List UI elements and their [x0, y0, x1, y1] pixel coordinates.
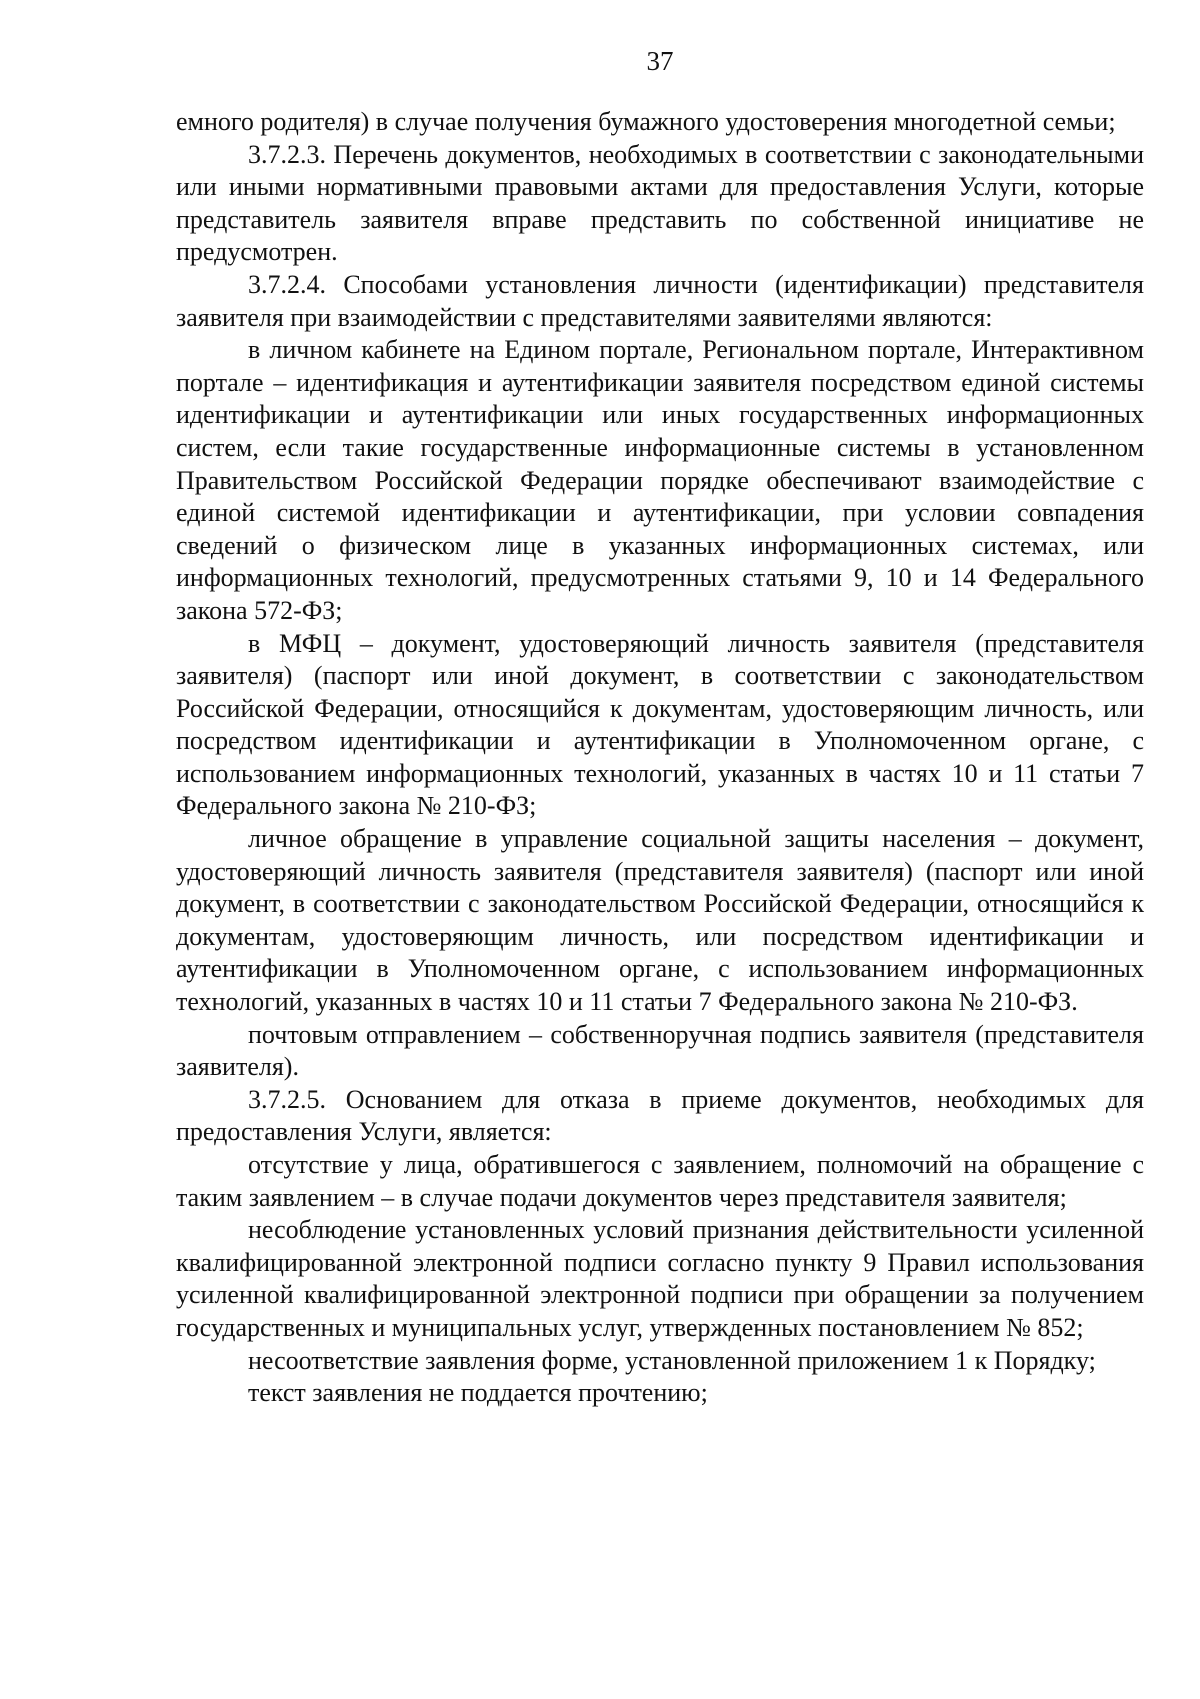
document-body [176, 106, 1144, 1410]
paragraph-3-7-2-3: 3.7.2.3. Перечень документов, необходимых в соответствии с законодательными или иными нормативными правовыми актами для предоставления Услуги, которые представитель заявителя вправе представить по собственной инициативе не предусмотрен. [176, 139, 1144, 267]
paragraph-personal-visit: личное обращение в управление социальной защиты населения – документ, удостоверяющий личность заявителя (представителя заявителя) (паспорт или иной документ, в соответствии с законодательством Российской Федерации, относящийся к документам, удостоверяющим личность, или посредством идентификации и аутентификации в Уполномоченном органе, с использованием информационных технологий, указанных в частях 10 и 11 статьи 7 Федерального закона № 210-ФЗ. [176, 824, 1144, 1017]
paragraph-3-7-2-4: 3.7.2.4. Способами установления личности (идентификации) представителя заявителя при взаимодействии с представителями заявителями являются: [176, 269, 1144, 332]
paragraph-mfc: в МФЦ – документ, удостоверяющий личность заявителя (представителя заявителя) (паспорт или иной документ, в соответствии с законодательством Российской Федерации, относящийся к документам, удостоверяющим личность, или посредством идентификации и аутентификации в Уполномоченном органе, с использованием информационных технологий, указанных в частях 10 и 11 статьи 7 Федерального закона № 210-ФЗ; [176, 628, 1144, 821]
paragraph-form-mismatch: несоответствие заявления форме, установленной приложением 1 к Порядку; [248, 1345, 1096, 1375]
paragraph-continuation: емного родителя) в случае получения бумажного удостоверения многодетной семьи; [176, 107, 1116, 136]
paragraph-signature-conditions: несоблюдение установленных условий признания действительности усиленной квалифицированной электронной подписи согласно пункту 9 Правил использования усиленной квалифицированной электронной подписи при обращении за получением государственных и муниципальных услуг, утвержденных постановлением № 852; [176, 1215, 1144, 1342]
page-number: 37 [646, 46, 674, 76]
paragraph-no-authority: отсутствие у лица, обратившегося с заявлением, полномочий на обращение с таким заявлением – в случае подачи документов через представителя заявителя; [176, 1150, 1144, 1212]
paragraph-postal: почтовым отправлением – собственноручная подпись заявителя (представителя заявителя). [176, 1019, 1144, 1082]
paragraph-3-7-2-5: 3.7.2.5. Основанием для отказа в приеме документов, необходимых для предоставления Услуги, является: [176, 1084, 1144, 1147]
paragraph-unreadable: текст заявления не поддается прочтению; [248, 1378, 708, 1408]
paragraph-personal-account: в личном кабинете на Едином портале, Региональном портале, Интерактивном портале – идентификация и аутентификации заявителя посредством единой системы идентификации и аутентификации или иных государственных информационных систем, если такие государственные информационные системы в установленном Правительством Российской Федерации порядке обеспечивают взаимодействие с единой системой идентификации и аутентификации, при условии совпадения сведений о физическом лице в указанных информационных системах, или информационных технологий, предусмотренных статьями 9, 10 и 14 Федерального закона 572-ФЗ; [176, 335, 1144, 625]
